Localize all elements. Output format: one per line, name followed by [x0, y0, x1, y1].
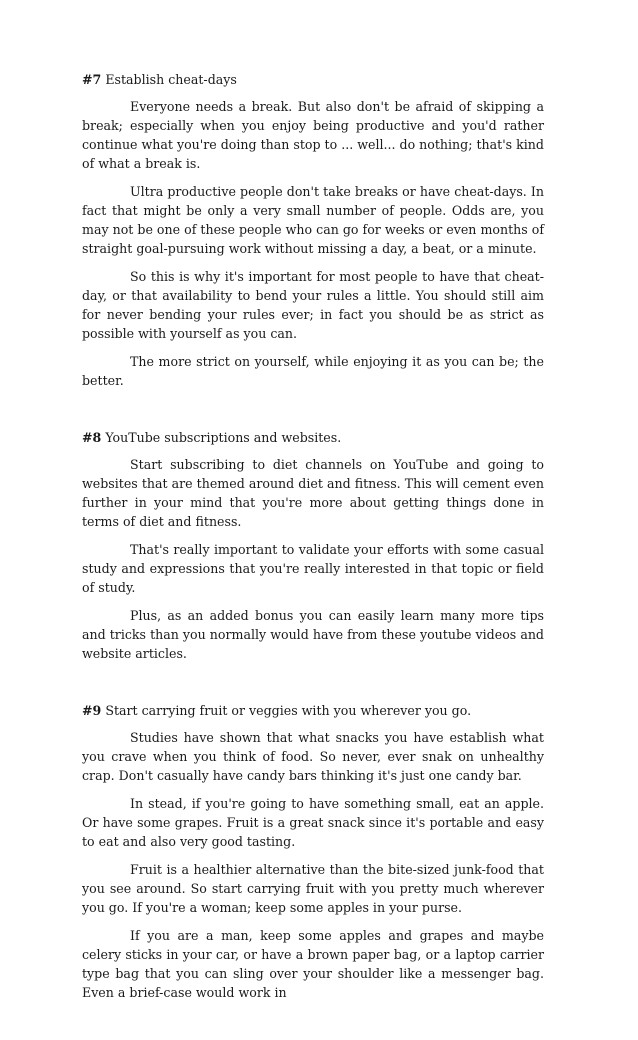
paragraph: Ultra productive people don't take breaks or have cheat-days. In fact that might be only a very small number of people. Odds are, you may not be one of these people who can go for weeks or even months of straight goal-pursuing work without missing a day, a beat, or a minute.: [82, 184, 544, 256]
section-7: [82, 70, 544, 390]
paragraph: In stead, if you're going to have something small, eat an apple. Or have some grapes. Fruit is a great snack since it's portable and easy to eat and also very good tasting.: [82, 796, 544, 849]
paragraph: Plus, as an added bonus you can easily learn many more tips and tricks than you normally would have from these youtube videos and website articles.: [82, 608, 544, 661]
section-number: #8: [82, 430, 102, 445]
paragraph: Everyone needs a break. But also don't be afraid of skipping a break; especially when you enjoy being productive and you'd rather continue what you're doing than stop to ... well... do nothing; that's kind of what a break is.: [82, 99, 544, 171]
document-page: [82, 70, 544, 1040]
section-title: Establish cheat-days: [105, 72, 237, 87]
paragraph: Studies have shown that what snacks you have establish what you crave when you think of food. So never, ever snak on unhealthy crap. Don't casually have candy bars thinking it's just one candy bar.: [82, 730, 544, 783]
section-title: YouTube subscriptions and websites.: [105, 430, 342, 445]
section-heading: [82, 701, 544, 720]
section-heading: [82, 428, 544, 447]
paragraph: That's really important to validate your efforts with some casual study and expressions that you're really interested in that topic or field of study.: [82, 542, 544, 595]
section-heading: [82, 70, 544, 89]
paragraph: If you are a man, keep some apples and grapes and maybe celery sticks in your car, or have a brown paper bag, or a laptop carrier type bag that you can sling over your shoulder like a messenger bag. Even a brief-case would work in: [82, 928, 544, 1000]
paragraph: So this is why it's important for most people to have that cheat-day, or that availability to bend your rules a little. You should still aim for never bending your rules ever; in fact you should be as strict as possible with yourself as you can.: [82, 269, 544, 341]
paragraph: The more strict on yourself, while enjoying it as you can be; the better.: [82, 354, 544, 388]
paragraph: Start subscribing to diet channels on YouTube and going to websites that are themed around diet and fitness. This will cement even further in your mind that you're more about getting things done in terms of diet and fitness.: [82, 457, 544, 529]
section-title: Start carrying fruit or veggies with you wherever you go.: [105, 703, 472, 718]
section-8: [82, 428, 544, 663]
section-9: [82, 701, 544, 1002]
section-number: #9: [82, 703, 102, 718]
paragraph: Fruit is a healthier alternative than the bite-sized junk-food that you see around. So start carrying fruit with you pretty much wherever you go. If you're a woman; keep some apples in your purse.: [82, 862, 544, 915]
section-number: #7: [82, 72, 102, 87]
